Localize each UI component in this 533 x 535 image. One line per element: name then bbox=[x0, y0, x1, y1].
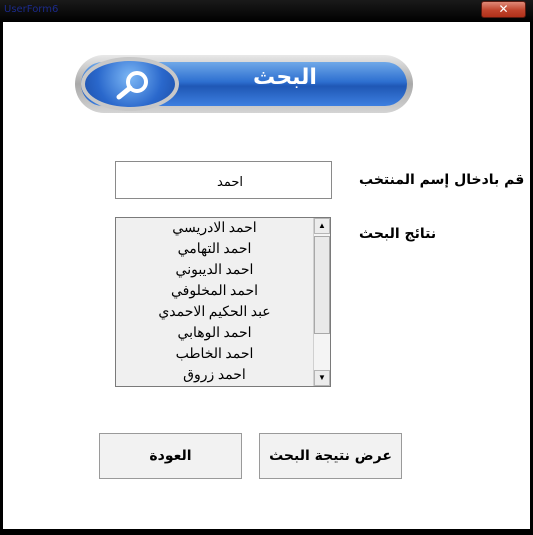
search-banner bbox=[75, 55, 413, 113]
window-bottom-border bbox=[0, 529, 533, 535]
scroll-thumb[interactable] bbox=[314, 236, 330, 334]
list-item[interactable]: احمد زروق bbox=[183, 368, 246, 383]
list-item[interactable]: احمد الديبوني bbox=[175, 263, 254, 278]
close-button[interactable] bbox=[481, 1, 526, 18]
title-bar[interactable] bbox=[0, 0, 533, 22]
scroll-up-button[interactable] bbox=[314, 218, 330, 234]
search-input[interactable] bbox=[115, 161, 332, 199]
list-item[interactable]: احمد الادريسي bbox=[172, 221, 257, 236]
list-item[interactable]: عبد الحكيم الاحمدي bbox=[158, 305, 271, 320]
search-label: قم بادخال إسم المنتخب bbox=[359, 172, 525, 188]
banner-icon-circle bbox=[81, 57, 179, 111]
magnifier-icon bbox=[113, 69, 153, 103]
scroll-down-button[interactable] bbox=[314, 370, 330, 386]
chevron-down-icon: ▼ bbox=[318, 373, 326, 382]
banner-title: البحث bbox=[253, 65, 317, 90]
window-title: UserForm6 bbox=[4, 4, 59, 15]
list-item[interactable]: احمد التهامي bbox=[177, 242, 252, 257]
results-label: نتائج البحث bbox=[359, 226, 437, 242]
form-client-area bbox=[3, 22, 530, 529]
results-listbox[interactable] bbox=[115, 217, 331, 387]
list-item[interactable]: احمد الخاطب bbox=[175, 347, 254, 362]
list-item[interactable]: احمد المخلوفي bbox=[170, 284, 258, 299]
results-scrollbar[interactable] bbox=[313, 218, 330, 386]
chevron-up-icon: ▲ bbox=[318, 221, 326, 230]
back-button[interactable]: العودة bbox=[99, 433, 242, 479]
close-icon: ✕ bbox=[498, 2, 509, 16]
show-result-button[interactable]: عرض نتيجة البحث bbox=[259, 433, 402, 479]
list-item[interactable]: احمد الوهابي bbox=[177, 326, 252, 341]
results-list bbox=[116, 218, 313, 386]
